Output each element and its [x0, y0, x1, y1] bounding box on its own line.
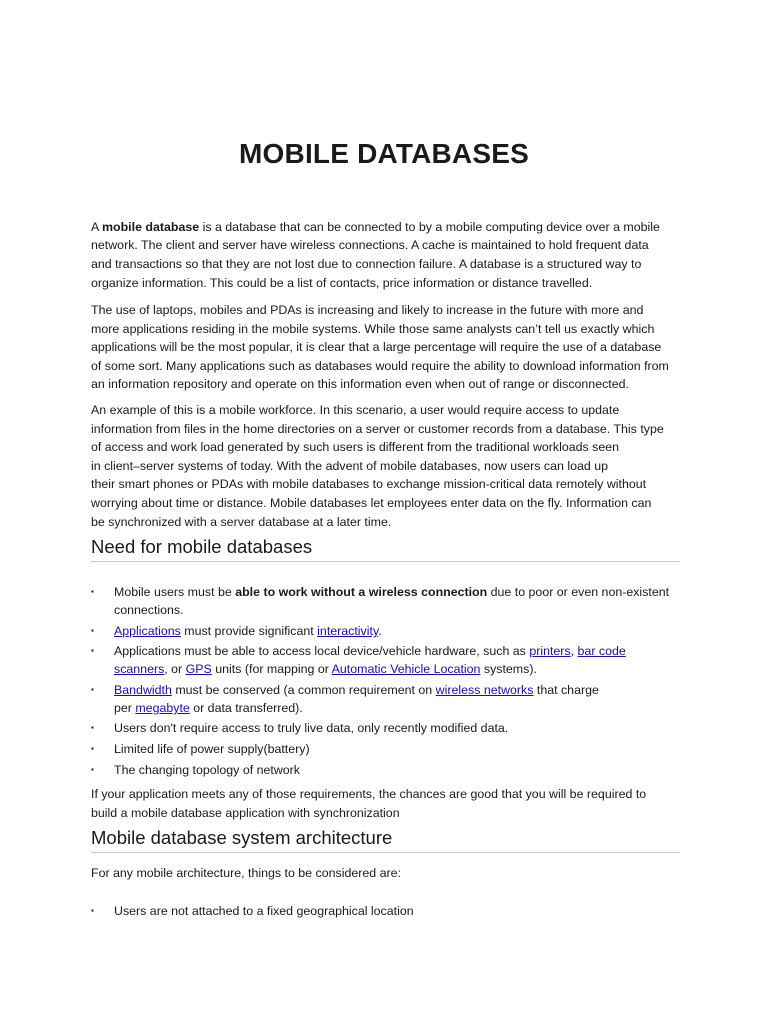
- text-run: be synchronized with a server database at a later time.: [91, 515, 392, 529]
- text-run: build a mobile database application with synchronization: [91, 806, 400, 820]
- text-run: The use of laptops, mobiles and PDAs is increasing and likely to increase in the future with more and: [91, 303, 644, 317]
- text-run: must be conserved (a common requirement on: [171, 683, 436, 697]
- text-run: Limited life of power supply(battery): [114, 742, 310, 756]
- text-run: an information repository and operate on this information even when out of range or disconnected.: [91, 377, 629, 391]
- bullet-icon: ▪: [91, 906, 94, 915]
- text-line: [91, 439, 619, 455]
- link[interactable]: megabyte: [135, 701, 190, 715]
- text-line: [114, 720, 508, 736]
- text-line: [91, 786, 646, 802]
- link[interactable]: printers: [529, 644, 571, 658]
- text-run: Users are not attached to a fixed geographical location: [114, 904, 414, 918]
- text-line: [91, 256, 641, 272]
- text-line: [91, 865, 401, 881]
- text-run: due to poor or even non-existent: [487, 585, 670, 599]
- bullet-icon: ▪: [91, 646, 94, 655]
- text-run: that charge: [533, 683, 599, 697]
- text-run: worrying about time or distance. Mobile databases let employees enter data on the fly. Information can: [91, 496, 652, 510]
- link[interactable]: scanners: [114, 662, 165, 676]
- text-run: information from files in the home directories on a server or customer records from a database. This type: [91, 422, 664, 436]
- text-line: [91, 275, 592, 291]
- text-run: applications will be the most popular, it is clear that a large percentage will require the use of a database: [91, 340, 662, 354]
- text-run: of access and work load generated by such users is different from the traditional workloads seen: [91, 440, 620, 454]
- text-line: [91, 376, 629, 392]
- link[interactable]: Applications: [114, 624, 181, 638]
- text-run: systems).: [480, 662, 537, 676]
- text-line: [91, 458, 608, 474]
- bullet-icon: ▪: [91, 744, 94, 753]
- text-line: [91, 219, 660, 235]
- text-run: of some sort. Many applications such as databases would require the ability to download information from: [91, 359, 669, 373]
- need-section-divider: [91, 561, 680, 562]
- text-line: [91, 402, 619, 418]
- bold-text: mobile database: [102, 220, 200, 234]
- text-run: connections.: [114, 603, 184, 617]
- link[interactable]: interactivity: [317, 624, 379, 638]
- text-run: .: [378, 624, 382, 638]
- arch-section-heading: Mobile database system architecture: [91, 827, 393, 848]
- text-line: [91, 805, 400, 821]
- text-line: [91, 495, 651, 511]
- text-line: [91, 339, 661, 355]
- text-run: A: [91, 220, 103, 234]
- text-run: For any mobile architecture, things to be considered are:: [91, 866, 401, 880]
- text-run: If your application meets any of those requirements, the chances are good that you will be required to: [91, 787, 647, 801]
- text-run: their smart phones or PDAs with mobile databases to exchange mission-critical data remotely without: [91, 477, 647, 491]
- bullet-icon: ▪: [91, 723, 94, 732]
- text-line: [91, 237, 649, 253]
- text-run: network. The client and server have wireless connections. A cache is maintained to hold frequent data: [91, 238, 649, 252]
- text-line: [91, 358, 669, 374]
- text-line: [91, 302, 643, 318]
- text-run: is a database that can be connected to by a mobile computing device over a mobile: [199, 220, 660, 234]
- text-run: and transactions so that they are not lost due to connection failure. A database is a structured way to: [91, 257, 642, 271]
- text-run: ,: [570, 644, 578, 658]
- text-line: [91, 421, 664, 437]
- text-run: Users don't require access to truly live data, only recently modified data.: [114, 721, 509, 735]
- bold-text: able to work without a wireless connection: [235, 585, 488, 599]
- text-run: units (for mapping or: [211, 662, 332, 676]
- text-line: [114, 661, 537, 677]
- text-run: organize information. This could be a list of contacts, price information or distance travelled.: [91, 276, 593, 290]
- text-run: per: [114, 701, 136, 715]
- text-run: in client–server systems of today. With the advent of mobile databases, now users can load up: [91, 459, 609, 473]
- arch-section-divider: [91, 852, 680, 853]
- link[interactable]: bar code: [577, 644, 626, 658]
- bullet-icon: ▪: [91, 587, 94, 596]
- bullet-icon: ▪: [91, 685, 94, 694]
- text-line: [114, 741, 310, 757]
- text-line: [114, 584, 669, 600]
- need-section-heading: Need for mobile databases: [91, 536, 313, 557]
- text-run: The changing topology of network: [114, 763, 300, 777]
- link[interactable]: Bandwidth: [114, 683, 172, 697]
- text-run: Mobile users must be: [114, 585, 236, 599]
- text-line: [114, 682, 599, 698]
- page-title: MOBILE DATABASES: [239, 138, 529, 169]
- text-line: [91, 476, 646, 492]
- bullet-icon: ▪: [91, 765, 94, 774]
- text-run: or data transferred).: [189, 701, 303, 715]
- text-line: [91, 321, 654, 337]
- text-line: [114, 700, 303, 716]
- link[interactable]: wireless networks: [435, 683, 534, 697]
- link[interactable]: GPS: [185, 662, 212, 676]
- text-run: must provide significant: [180, 624, 318, 638]
- text-line: [114, 903, 414, 919]
- link[interactable]: Automatic Vehicle Location: [331, 662, 481, 676]
- bullet-icon: ▪: [91, 626, 94, 635]
- text-line: [114, 762, 300, 778]
- text-line: [114, 623, 382, 639]
- text-run: , or: [164, 662, 186, 676]
- text-line: [114, 602, 184, 618]
- text-run: Applications must be able to access local device/vehicle hardware, such as: [114, 644, 530, 658]
- text-line: [114, 643, 626, 659]
- text-line: [91, 514, 391, 530]
- text-run: An example of this is a mobile workforce. In this scenario, a user would require access to update: [91, 403, 620, 417]
- text-run: more applications residing in the mobile systems. While those same analysts can’t tell us exactly which: [91, 322, 655, 336]
